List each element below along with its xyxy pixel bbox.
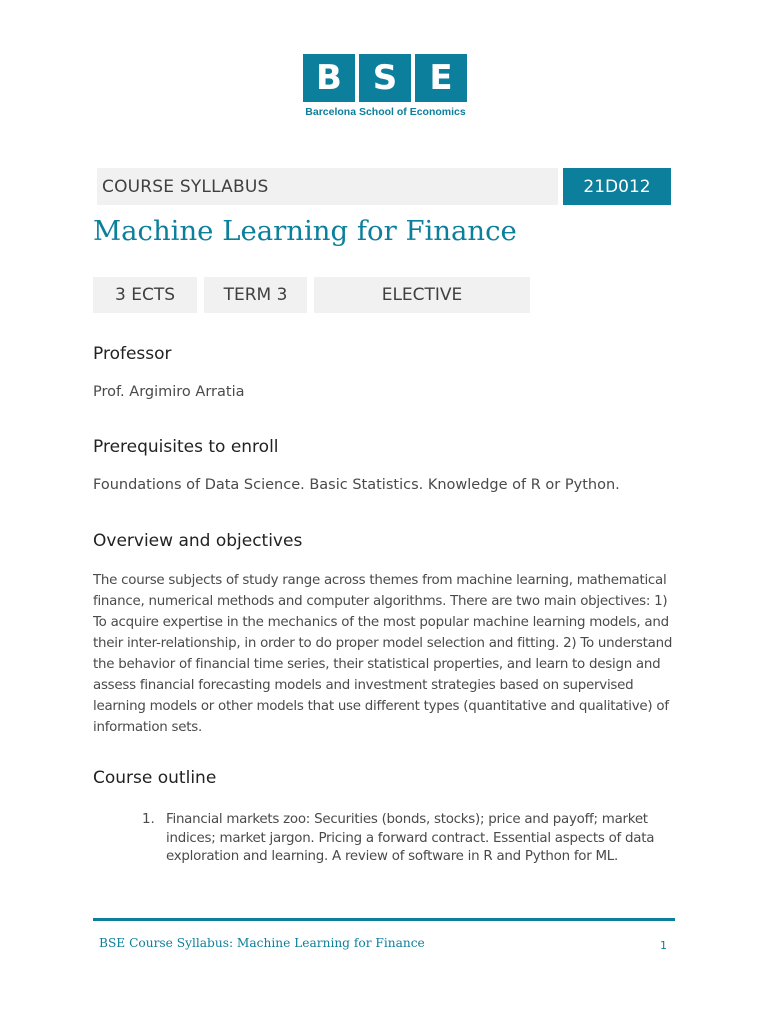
logo-letter-e: E bbox=[415, 54, 467, 102]
prerequisites-heading: Prerequisites to enroll bbox=[93, 437, 279, 457]
footer-divider bbox=[93, 918, 675, 921]
course-code-badge: 21D012 bbox=[563, 168, 671, 205]
course-type-tag: ELECTIVE bbox=[314, 277, 530, 313]
bse-logo bbox=[303, 54, 468, 118]
prerequisites-text: Foundations of Data Science. Basic Statistics. Knowledge of R or Python. bbox=[93, 477, 620, 493]
logo-school-name: Barcelona School of Economics bbox=[305, 106, 466, 118]
term-tag: TERM 3 bbox=[204, 277, 307, 313]
logo-letter-b: B bbox=[303, 54, 355, 102]
ects-tag: 3 ECTS bbox=[93, 277, 197, 313]
page-number: 1 bbox=[660, 939, 667, 952]
logo-letter-s: S bbox=[359, 54, 411, 102]
list-item-number: 1. bbox=[142, 812, 155, 827]
list-item-text: Financial markets zoo: Securities (bonds, stocks); price and payoff; market indices; market jargon. Pricing a forward contract. Essential aspects of data exploration and learning. A review of software in R and Python for ML. bbox=[166, 812, 655, 864]
overview-paragraph: The course subjects of study range across themes from machine learning, mathematical finance, numerical methods and computer algorithms. There are two main objectives: 1) To acquire expertise in the mechanics of the most popular machine learning models, and their inter-relationship, in order to do proper model selection and fitting. 2) To understand the behavior of financial time series, their statistical properties, and learn to design and assess financial forecasting models and investment strategies based on supervised learning models or other models that use different types (quantitative and qualitative) of information sets. bbox=[93, 573, 673, 735]
list-item bbox=[142, 811, 672, 867]
footer-title: BSE Course Syllabus: Machine Learning for Finance bbox=[99, 936, 425, 950]
professor-heading: Professor bbox=[93, 344, 172, 364]
course-title: Machine Learning for Finance bbox=[93, 215, 517, 247]
overview-heading: Overview and objectives bbox=[93, 531, 303, 551]
course-syllabus-label: COURSE SYLLABUS bbox=[97, 168, 558, 205]
course-outline-heading: Course outline bbox=[93, 768, 217, 788]
professor-name: Prof. Argimiro Arratia bbox=[93, 384, 245, 400]
logo-letter-boxes bbox=[303, 54, 468, 102]
